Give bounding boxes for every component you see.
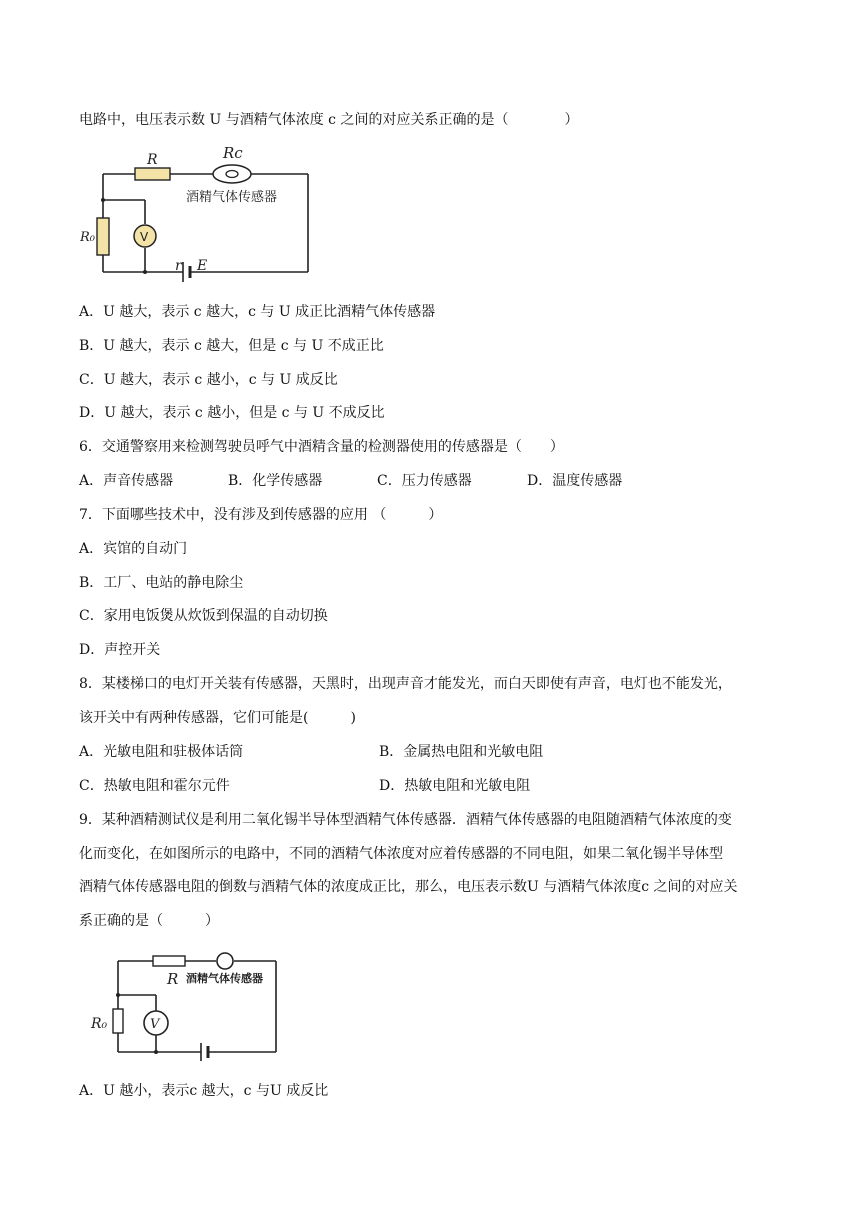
label-Rc: Rc	[223, 144, 243, 162]
q5-option-c: C．U 越大，表示 c 越小，c 与 U 成反比	[79, 372, 338, 388]
q7-option-c: C．家用电饭煲从炊饭到保温的自动切换	[79, 608, 328, 624]
q6-option-d: D．温度传感器	[527, 473, 623, 489]
resistor-R0	[97, 218, 109, 255]
q9-option-a: A．U 越小，表示c 越大，c 与U 成反比	[79, 1083, 329, 1099]
sensor-Rc	[213, 165, 251, 183]
q7-option-b: B．工厂、电站的静电除尘	[79, 575, 244, 591]
q8-stem-line2: 该开关中有两种传感器，它们可能是( )	[79, 710, 356, 726]
q6-option-c: C．压力传感器	[377, 473, 472, 489]
label-sensor: 酒精气体传感器	[186, 972, 263, 985]
resistor-R	[153, 956, 185, 966]
resistor-R	[135, 168, 170, 180]
q5-stem: 电路中，电压表示数 U 与酒精气体浓度 c 之间的对应关系正确的是（ ）	[79, 112, 579, 128]
q9-stem-line1: 9．某种酒精测试仪是利用二氧化锡半导体型酒精气体传感器．酒精气体传感器的电阻随酒精气体浓度的变	[79, 812, 732, 828]
label-R: R	[147, 152, 158, 168]
q9-stem-line2: 化而变化，在如图所示的电路中，不同的酒精气体浓度对应着传感器的不同电阻，如果二氧化锡半导体型	[79, 846, 723, 862]
label-E: E	[197, 258, 208, 274]
label-R0: R₀	[80, 230, 95, 245]
q5-option-a: A．U 越大，表示 c 越大，c 与 U 成正比酒精气体传感器	[79, 304, 436, 320]
label-V: V	[150, 1017, 160, 1032]
label-V: V	[140, 230, 149, 244]
q9-circuit-diagram	[88, 947, 288, 1067]
q8-option-a: A．光敏电阻和驻极体话筒	[79, 744, 244, 760]
q8-option-b: B．金属热电阻和光敏电阻	[379, 744, 544, 760]
q8-option-c: C．热敏电阻和霍尔元件	[79, 778, 230, 794]
q6-stem: 6．交通警察用来检测驾驶员呼气中酒精含量的检测器使用的传感器是（ ）	[79, 439, 564, 455]
q5-circuit-diagram	[80, 140, 320, 290]
label-r: r	[175, 258, 182, 274]
q8-option-d: D．热敏电阻和光敏电阻	[379, 778, 531, 794]
q5-option-d: D．U 越大，表示 c 越小，但是 c 与 U 不成反比	[79, 405, 385, 421]
label-sensor: 酒精气体传感器	[186, 190, 278, 205]
q5-option-b: B．U 越大，表示 c 越大，但是 c 与 U 不成正比	[79, 338, 384, 354]
q7-option-a: A．宾馆的自动门	[79, 541, 188, 557]
resistor-R0	[113, 1009, 123, 1033]
q7-stem: 7．下面哪些技术中，没有涉及到传感器的应用 （ ）	[79, 507, 443, 523]
q9-stem-line3: 酒精气体传感器电阻的倒数与酒精气体的浓度成正比，那么，电压表示数U 与酒精气体浓度c 之间的对应关	[79, 879, 738, 895]
q7-option-d: D．声控开关	[79, 642, 161, 658]
label-R: R	[167, 970, 179, 988]
label-R0: R₀	[91, 1016, 108, 1032]
q6-option-a: A．声音传感器	[79, 473, 174, 489]
q6-option-b: B．化学传感器	[228, 473, 323, 489]
sensor	[217, 953, 233, 969]
q9-stem-line4: 系正确的是（ ）	[79, 913, 219, 929]
q8-stem-line1: 8．某楼梯口的电灯开关装有传感器，天黑时，出现声音才能发光，而白天即使有声音，电灯也不能发光，	[79, 676, 732, 692]
